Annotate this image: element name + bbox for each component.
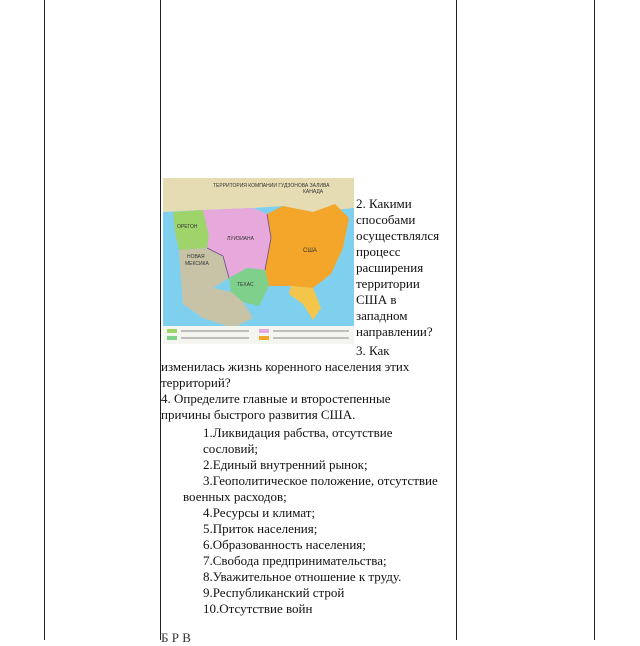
reason-item: 5.Приток населения;: [203, 521, 318, 536]
map-label-mexico: МЕКСИКА: [185, 261, 209, 267]
reason-item: 2.Единый внутренний рынок;: [203, 457, 368, 472]
reason-item-continued: сословий;: [203, 441, 259, 456]
question-2-line: способами: [356, 212, 416, 227]
question-4: [161, 391, 390, 423]
question-2-line: осуществлялся: [356, 228, 440, 243]
map-label-new: НОВАЯ: [187, 254, 205, 260]
legend-swatch-3: [259, 329, 269, 333]
map-legend: [163, 326, 354, 344]
question-2-line: 2. Какими: [356, 196, 412, 211]
question-2-line: западном: [356, 308, 408, 323]
legend-swatch-2: [167, 336, 177, 340]
question-2-line: направлении?: [356, 324, 433, 339]
reason-item: 1.Ликвидация рабства, отсутствие: [203, 425, 393, 440]
reasons-list: [183, 425, 438, 617]
question-3-line: территорий?: [161, 375, 231, 390]
reason-item: 7.Свобода предпринимательства;: [203, 553, 387, 568]
legend-swatch-1: [167, 329, 177, 333]
question-3: [161, 343, 409, 391]
question-2-line: процесс: [356, 244, 401, 259]
map-title: ТЕРРИТОРИЯ КОМПАНИИ ГУДЗОНОВА ЗАЛИВА: [213, 183, 330, 189]
map-label-texas: ТЕХАС: [237, 282, 254, 288]
map-label-canada: КАНАДА: [303, 189, 324, 195]
table-border-col3: [456, 0, 457, 640]
reason-item: 8.Уважительное отношение к труду.: [203, 569, 402, 584]
question-4-line: 4. Определите главные и второстепенные: [161, 391, 391, 406]
cut-off-footer-text: Б Р В: [161, 630, 191, 645]
reason-item: 4.Ресурсы и климат;: [203, 505, 316, 520]
map-label-oregon: ОРЕГОН: [177, 224, 198, 230]
question-3-line: 3. Как: [356, 343, 390, 358]
reason-item: 6.Образованность населения;: [203, 537, 366, 552]
reason-item-continued: военных расходов;: [183, 489, 287, 504]
question-4-line: причины быстрого развития США.: [161, 407, 356, 422]
map-oregon: [173, 210, 209, 250]
question-2-line: США в: [356, 292, 397, 307]
question-2-line: расширения: [356, 260, 424, 275]
reason-item: 10.Отсутствие войн: [203, 601, 313, 616]
map-label-usa: США: [303, 248, 317, 254]
question-2: [356, 196, 439, 340]
us-expansion-map: [163, 178, 354, 344]
map-label-louisiana: ЛУИЗИАНА: [227, 236, 254, 242]
table-border-col2: [160, 0, 161, 640]
legend-swatch-4: [259, 336, 269, 340]
reason-item: 9.Республиканский строй: [203, 585, 345, 600]
reason-item: 3.Геополитическое положение, отсутствие: [203, 473, 438, 488]
question-3-line: изменилась жизнь коренного населения этих: [161, 359, 410, 374]
table-border-left: [44, 0, 45, 640]
table-border-right: [594, 0, 595, 640]
question-2-line: территории: [356, 276, 420, 291]
